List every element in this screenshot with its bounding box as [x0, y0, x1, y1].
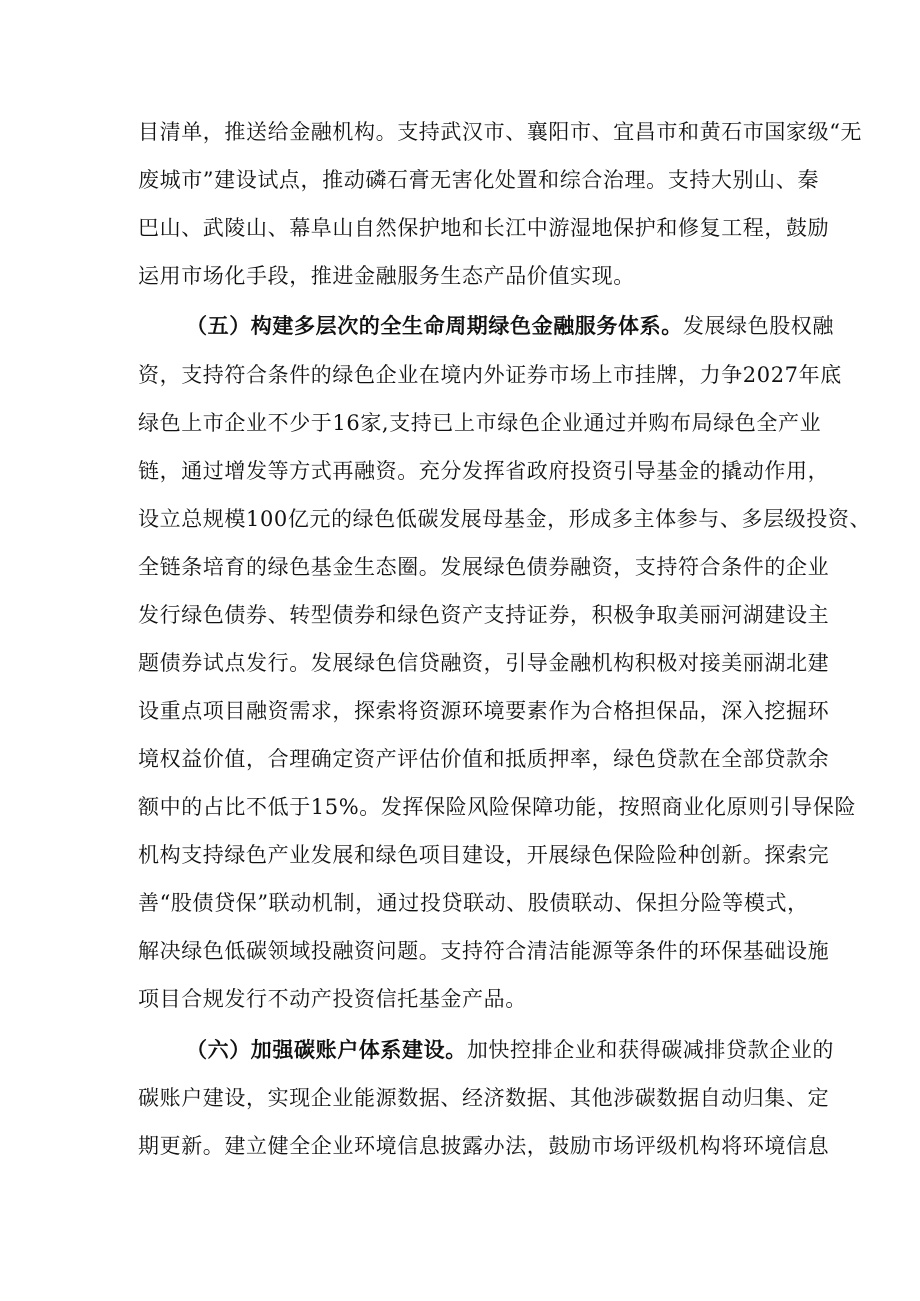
paragraph-1-line-4: 运用市场化手段，推进金融服务生态产品价值实现。	[138, 264, 635, 288]
paragraph-2-line-10: 境权益价值，合理确定资产评估价值和抵质押率，绿色贷款在全部贷款余	[138, 747, 830, 771]
paragraph-3-line-1	[186, 1036, 835, 1064]
paragraph-2-line-8: 题债券试点发行。发展绿色信贷融资，引导金融机构积极对接美丽湖北建	[138, 651, 830, 675]
paragraph-2-line-2: 资，支持符合条件的绿色企业在境内外证券市场上市挂牌，力争2027年底	[138, 363, 842, 387]
paragraph-1-line-3: 巴山、武陵山、幕阜山自然保护地和长江中游湿地保护和修复工程，鼓励	[138, 216, 830, 240]
section-5-heading: （五）构建多层次的全生命周期绿色金融服务体系。	[186, 313, 683, 338]
paragraph-2-line-12: 机构支持绿色产业发展和绿色项目建设，开展绿色保险险种创新。探索完	[138, 843, 830, 867]
paragraph-2-line-11: 额中的占比不低于15%。发挥保险风险保障功能，按照商业化原则引导保险	[138, 795, 857, 819]
paragraph-1-line-1: 目清单，推送给金融机构。支持武汉市、襄阳市、宜昌市和黄石市国家级“无	[138, 120, 863, 144]
paragraph-1-line-2: 废城市”建设试点，推动磷石膏无害化处置和综合治理。支持大别山、秦	[138, 168, 819, 192]
paragraph-2-line-15: 项目合规发行不动产投资信托基金产品。	[138, 987, 527, 1011]
paragraph-3-line-2: 碳账户建设，实现企业能源数据、经济数据、其他涉碳数据自动归集、定	[138, 1086, 830, 1110]
paragraph-2-line-3: 绿色上市企业不少于16家,支持已上市绿色企业通过并购布局绿色全产业	[138, 411, 822, 435]
paragraph-2-line-7: 发行绿色债券、转型债券和绿色资产支持证券，积极争取美丽河湖建设主	[138, 603, 830, 627]
paragraph-2-line-13: 善“股债贷保”联动机制，通过投贷联动、股债联动、保担分险等模式，	[138, 891, 809, 915]
paragraph-2-line-6: 全链条培育的绿色基金生态圈。发展绿色债券融资，支持符合条件的企业	[138, 555, 830, 579]
paragraph-2-line-1	[186, 312, 835, 340]
paragraph-2-line-14: 解决绿色低碳领域投融资问题。支持符合清洁能源等条件的环保基础设施	[138, 939, 830, 963]
paragraph-3-line-1-text: 加快控排企业和获得碳减排贷款企业的	[466, 1038, 835, 1062]
paragraph-3-line-3: 期更新。建立健全企业环境信息披露办法，鼓励市场评级机构将环境信息	[138, 1134, 830, 1158]
paragraph-2-line-5: 设立总规模100亿元的绿色低碳发展母基金，形成多主体参与、多层级投资、	[138, 507, 872, 531]
paragraph-2-line-4: 链，通过增发等方式再融资。充分发挥省政府投资引导基金的撬动作用，	[138, 459, 830, 483]
section-6-heading: （六）加强碳账户体系建设。	[186, 1037, 467, 1062]
paragraph-2-line-1-text: 发展绿色股权融	[682, 314, 835, 338]
paragraph-2-line-9: 设重点项目融资需求，探索将资源环境要素作为合格担保品，深入挖掘环	[138, 699, 830, 723]
